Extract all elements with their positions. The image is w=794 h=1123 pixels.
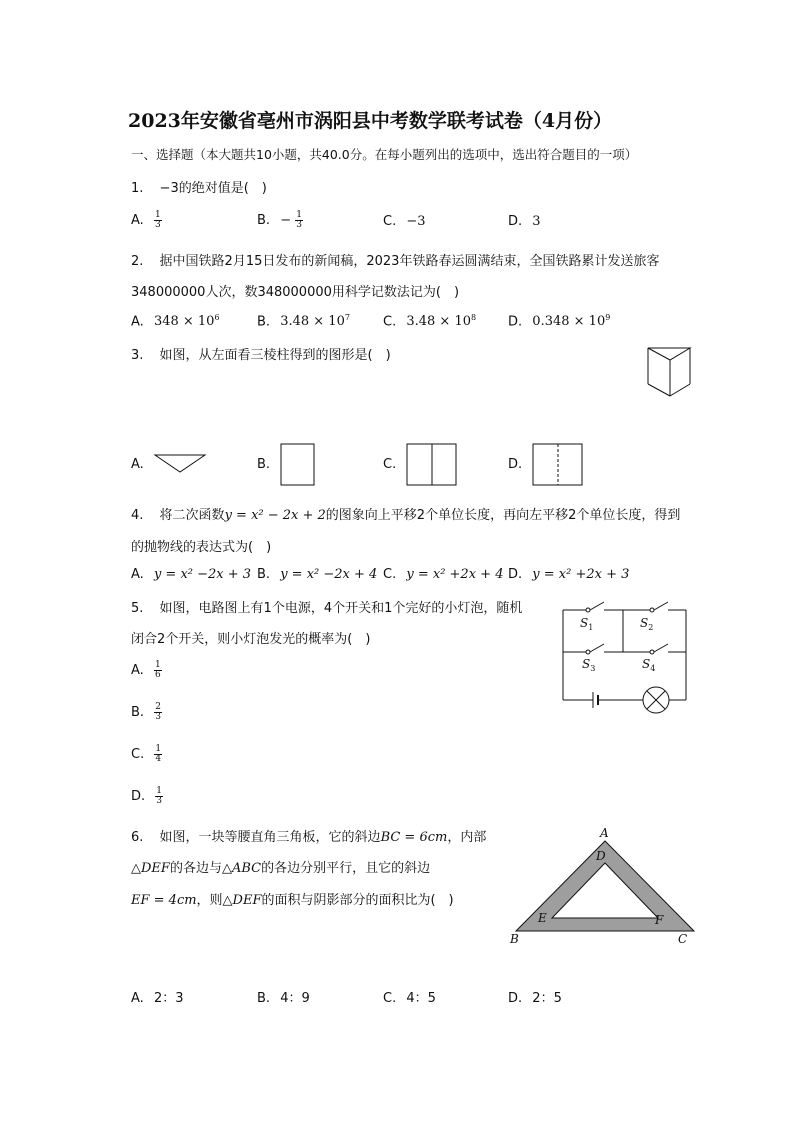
question-text: 据中国铁路2月15日发布的新闻稿，2023年铁路春运圆满结束，全国铁路累计发送旅客 (159, 254, 660, 269)
exponent: 8 (471, 313, 477, 322)
switch-label-s2: $S_2$ (640, 616, 654, 632)
vertex-b-label: B (510, 932, 519, 946)
math-expression: EF = 4cm (131, 893, 197, 908)
question-number: 6. (131, 830, 144, 845)
question-number: 5. (131, 601, 144, 616)
question-2-line2: 348000000人次，数348000000用科学记数法记为( ) (131, 285, 460, 300)
page-title: 2023年安徽省亳州市涡阳县中考数学联考试卷（4月份） (128, 110, 613, 132)
option-value: 0.348 × 10 (532, 314, 606, 330)
q1-option-c[interactable] (383, 214, 426, 229)
vertex-e-label: E (538, 911, 547, 925)
fraction: $\frac{1}{4}$ (155, 744, 162, 764)
q3-option-a-shape (154, 454, 206, 474)
question-5 (131, 597, 522, 616)
fraction: $\frac{2}{3}$ (155, 702, 161, 722)
option-label: C. (383, 314, 397, 330)
fraction: $\frac{1}{3}$ (296, 210, 302, 230)
q3-option-b-shape (280, 443, 316, 487)
q3-option-a-label[interactable]: A. (131, 457, 144, 472)
question-4 (131, 504, 680, 523)
option-label: A. (131, 991, 144, 1006)
question-number: 3. (131, 348, 144, 363)
question-text: 如图，从左面看三棱柱得到的图形是( ) (159, 348, 391, 363)
option-value: −3 (406, 214, 426, 229)
q2-option-a[interactable] (131, 313, 220, 329)
q1-option-d[interactable] (508, 214, 541, 229)
option-label: B. (257, 567, 271, 582)
option-label: B. (257, 991, 271, 1006)
question-text: 的各边与△ (169, 861, 232, 876)
option-label: D. (508, 214, 523, 229)
triangle-symbol: △ (131, 861, 141, 876)
math-expression: BC = 6cm (380, 830, 448, 845)
option-label: A. (131, 567, 144, 582)
option-label: D. (508, 991, 523, 1006)
triangular-prism-figure (646, 344, 694, 400)
question-text-cont: 的图象向上平移2个单位长度，再向左平移2个单位长度，得到 (325, 508, 681, 523)
q6-option-d[interactable] (508, 987, 562, 1006)
question-3 (131, 344, 391, 363)
switch-label-s4: $S_4$ (642, 657, 656, 673)
option-label: C. (383, 567, 397, 582)
q5-option-b[interactable] (131, 703, 162, 722)
q4-option-b[interactable] (257, 567, 377, 582)
option-value: 2：5 (532, 991, 562, 1006)
question-text: 如图，电路图上有1个电源，4个开关和1个完好的小灯泡，随机 (159, 601, 523, 616)
option-label: B. (257, 314, 271, 330)
exponent: 9 (605, 313, 611, 322)
q3-option-d-shape (532, 443, 584, 487)
q3-option-c-label[interactable]: C. (383, 457, 397, 472)
q4-option-c[interactable] (383, 567, 503, 582)
option-value: y = x² +2x + 3 (532, 567, 630, 582)
option-label: B. (257, 213, 271, 228)
exponent: 6 (214, 313, 220, 322)
question-6-line3 (131, 889, 454, 908)
question-text-cont: 的面积与阴影部分的面积比为( ) (261, 893, 454, 908)
option-label: C. (383, 991, 397, 1006)
fraction: $\frac{1}{3}$ (154, 210, 161, 230)
option-value: 3 (532, 214, 541, 229)
option-value: 2：3 (153, 991, 184, 1006)
q3-option-b-label[interactable]: B. (257, 457, 271, 472)
vertex-d-label: D (596, 849, 606, 863)
option-label: A. (131, 213, 144, 228)
q3-option-c-shape (406, 443, 458, 487)
question-6 (131, 826, 486, 845)
option-label: C. (383, 214, 397, 229)
q2-option-c[interactable] (383, 313, 476, 329)
option-label: B. (131, 705, 145, 720)
math-expression: DEF (232, 893, 262, 908)
q5-option-d[interactable] (131, 787, 163, 806)
question-number: 2. (131, 254, 144, 269)
option-value: 4：9 (280, 991, 310, 1006)
q5-option-a[interactable] (131, 661, 162, 680)
vertex-c-label: C (678, 932, 688, 946)
question-number: 4. (131, 508, 144, 523)
section-header: 一、选择题（本大题共10小题，共40.0分。在每小题列出的选项中，选出符合题目的一项） (131, 147, 638, 162)
option-label: A. (131, 663, 144, 678)
question-2 (131, 250, 659, 269)
q1-option-a[interactable] (131, 211, 162, 230)
q4-option-d[interactable] (508, 567, 629, 582)
question-text: 如图，一块等腰直角三角板，它的斜边 (159, 830, 381, 845)
question-5-line2: 闭合2个开关，则小灯泡发光的概率为( ) (131, 632, 371, 647)
q6-option-c[interactable] (383, 987, 436, 1006)
option-label: C. (131, 747, 145, 762)
option-value: 348 × 10 (153, 314, 215, 330)
q6-option-a[interactable] (131, 987, 183, 1006)
question-text-cont: 的各边分别平行，且它的斜边 (261, 861, 431, 876)
q4-option-a[interactable] (131, 567, 251, 582)
option-value: 3.48 × 10 (280, 314, 345, 330)
switch-label-s3: $S_3$ (582, 657, 596, 673)
question-6-line2 (131, 857, 430, 876)
sign: − (280, 213, 292, 228)
question-4-line2: 的抛物线的表达式为( ) (131, 540, 272, 555)
vertex-a-label: A (600, 826, 609, 840)
q5-option-c[interactable] (131, 745, 162, 764)
q2-option-d[interactable] (508, 313, 610, 329)
option-value: y = x² −2x + 3 (153, 567, 252, 582)
math-expression: ABC (231, 861, 262, 876)
circuit-diagram (560, 600, 700, 710)
math-expression: DEF (141, 861, 170, 876)
option-label: D. (508, 567, 523, 582)
option-value: 3.48 × 10 (406, 314, 472, 330)
math-expression: y = x² − 2x + 2 (224, 508, 326, 523)
triangle-figure (508, 825, 698, 950)
fraction: $\frac{1}{3}$ (156, 786, 163, 806)
fraction: $\frac{1}{6}$ (154, 660, 161, 680)
question-1 (131, 177, 267, 196)
question-number: 1. (131, 181, 144, 196)
question-text: 将二次函数 (159, 508, 225, 523)
question-text: ，则△ (196, 893, 233, 908)
exponent: 7 (344, 313, 350, 322)
vertex-f-label: F (655, 913, 664, 927)
option-label: D. (131, 789, 146, 804)
question-text: −3的绝对值是( ) (159, 181, 267, 196)
q1-option-b[interactable] (257, 211, 303, 230)
option-label: A. (131, 314, 144, 330)
q2-option-b[interactable] (257, 313, 350, 329)
switch-label-s1: $S_1$ (580, 616, 594, 632)
question-text-cont: ，内部 (447, 830, 487, 845)
q6-option-b[interactable] (257, 987, 310, 1006)
q3-option-d-label[interactable]: D. (508, 457, 523, 472)
option-value: y = x² −2x + 4 (280, 567, 378, 582)
option-label: D. (508, 314, 523, 330)
option-value: y = x² +2x + 4 (406, 567, 504, 582)
option-value: 4：5 (406, 991, 436, 1006)
